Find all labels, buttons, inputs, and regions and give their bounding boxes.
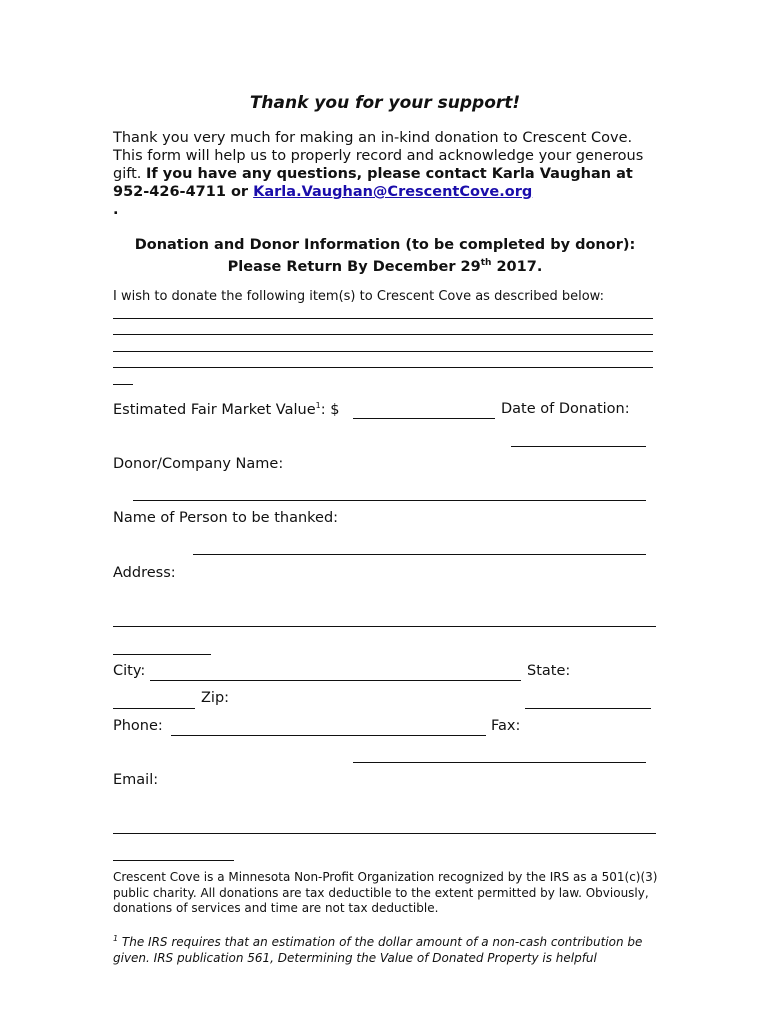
return-by-prefix: Please Return By December 29 <box>227 258 481 275</box>
section-heading-line2 <box>100 254 670 276</box>
intro-contact-text: If you have any questions, please contact Karla Vaughan at 952-426-4711 or <box>113 166 633 200</box>
description-line-1[interactable] <box>113 318 653 319</box>
city-field[interactable] <box>150 680 521 681</box>
address-field-continued[interactable] <box>113 654 211 655</box>
section-heading-line1: Donation and Donor Information (to be completed by donor): <box>134 237 636 253</box>
section-heading <box>100 236 670 276</box>
date-label: Date of Donation: <box>501 401 630 417</box>
return-by-suffix: 2017. <box>491 258 543 275</box>
date-field[interactable] <box>511 446 646 447</box>
description-label: I wish to donate the following item(s) to Crescent Cove as described below: <box>113 289 604 304</box>
page-title: Thank you for your support! <box>249 93 521 113</box>
nonprofit-note: Crescent Cove is a Minnesota Non-Profit Organization recognized by the IRS as a 501(c)(3) public charity. All donations are tax deductible to the extent permitted by law. Obviously, donations of services and time are not tax deductible. <box>113 870 658 915</box>
description-line-3[interactable] <box>113 351 653 352</box>
address-field[interactable] <box>113 626 656 627</box>
state-field[interactable] <box>113 708 195 709</box>
market-value-footnote-ref: 1 <box>315 401 321 410</box>
market-value-text: Estimated Fair Market Value <box>113 401 316 418</box>
donor-field[interactable] <box>133 500 646 501</box>
fax-label: Fax: <box>491 718 521 734</box>
market-value-label <box>113 401 339 418</box>
thanked-field[interactable] <box>193 554 646 555</box>
thanked-label: Name of Person to be thanked: <box>113 510 339 526</box>
market-value-suffix: : $ <box>320 401 340 418</box>
irs-footnote-number: 1 <box>113 934 119 943</box>
intro-paragraph <box>113 129 663 219</box>
intro-trailing-period: . <box>113 202 119 218</box>
description-line-5[interactable] <box>113 384 133 385</box>
description-line-4[interactable] <box>113 367 653 368</box>
zip-field[interactable] <box>525 708 651 709</box>
fax-field[interactable] <box>353 762 646 763</box>
contact-email-link[interactable]: Karla.Vaughan@CrescentCove.org <box>253 184 533 200</box>
city-label: City: <box>113 663 146 679</box>
phone-field[interactable] <box>171 735 486 736</box>
email-field[interactable] <box>113 833 656 834</box>
irs-footnote-text: The IRS requires that an estimation of the dollar amount of a non-cash contribution be given. IRS publication 561, Determining the Value of Donated Property is helpful <box>113 935 643 965</box>
market-value-field[interactable] <box>353 418 495 419</box>
description-line-2[interactable] <box>113 334 653 335</box>
zip-label: Zip: <box>201 690 230 706</box>
phone-label: Phone: <box>113 718 163 734</box>
irs-footnote <box>113 931 658 966</box>
email-label: Email: <box>113 772 159 788</box>
footnote-separator <box>113 860 234 861</box>
return-by-sup: th <box>480 258 492 268</box>
donor-label: Donor/Company Name: <box>113 456 284 472</box>
address-label: Address: <box>113 565 176 581</box>
intro-text: Thank you very much for making an in-kind donation to Crescent Cove. This form will help us to properly record and acknowledge your generous gift. <box>113 130 644 182</box>
state-label: State: <box>527 663 571 679</box>
